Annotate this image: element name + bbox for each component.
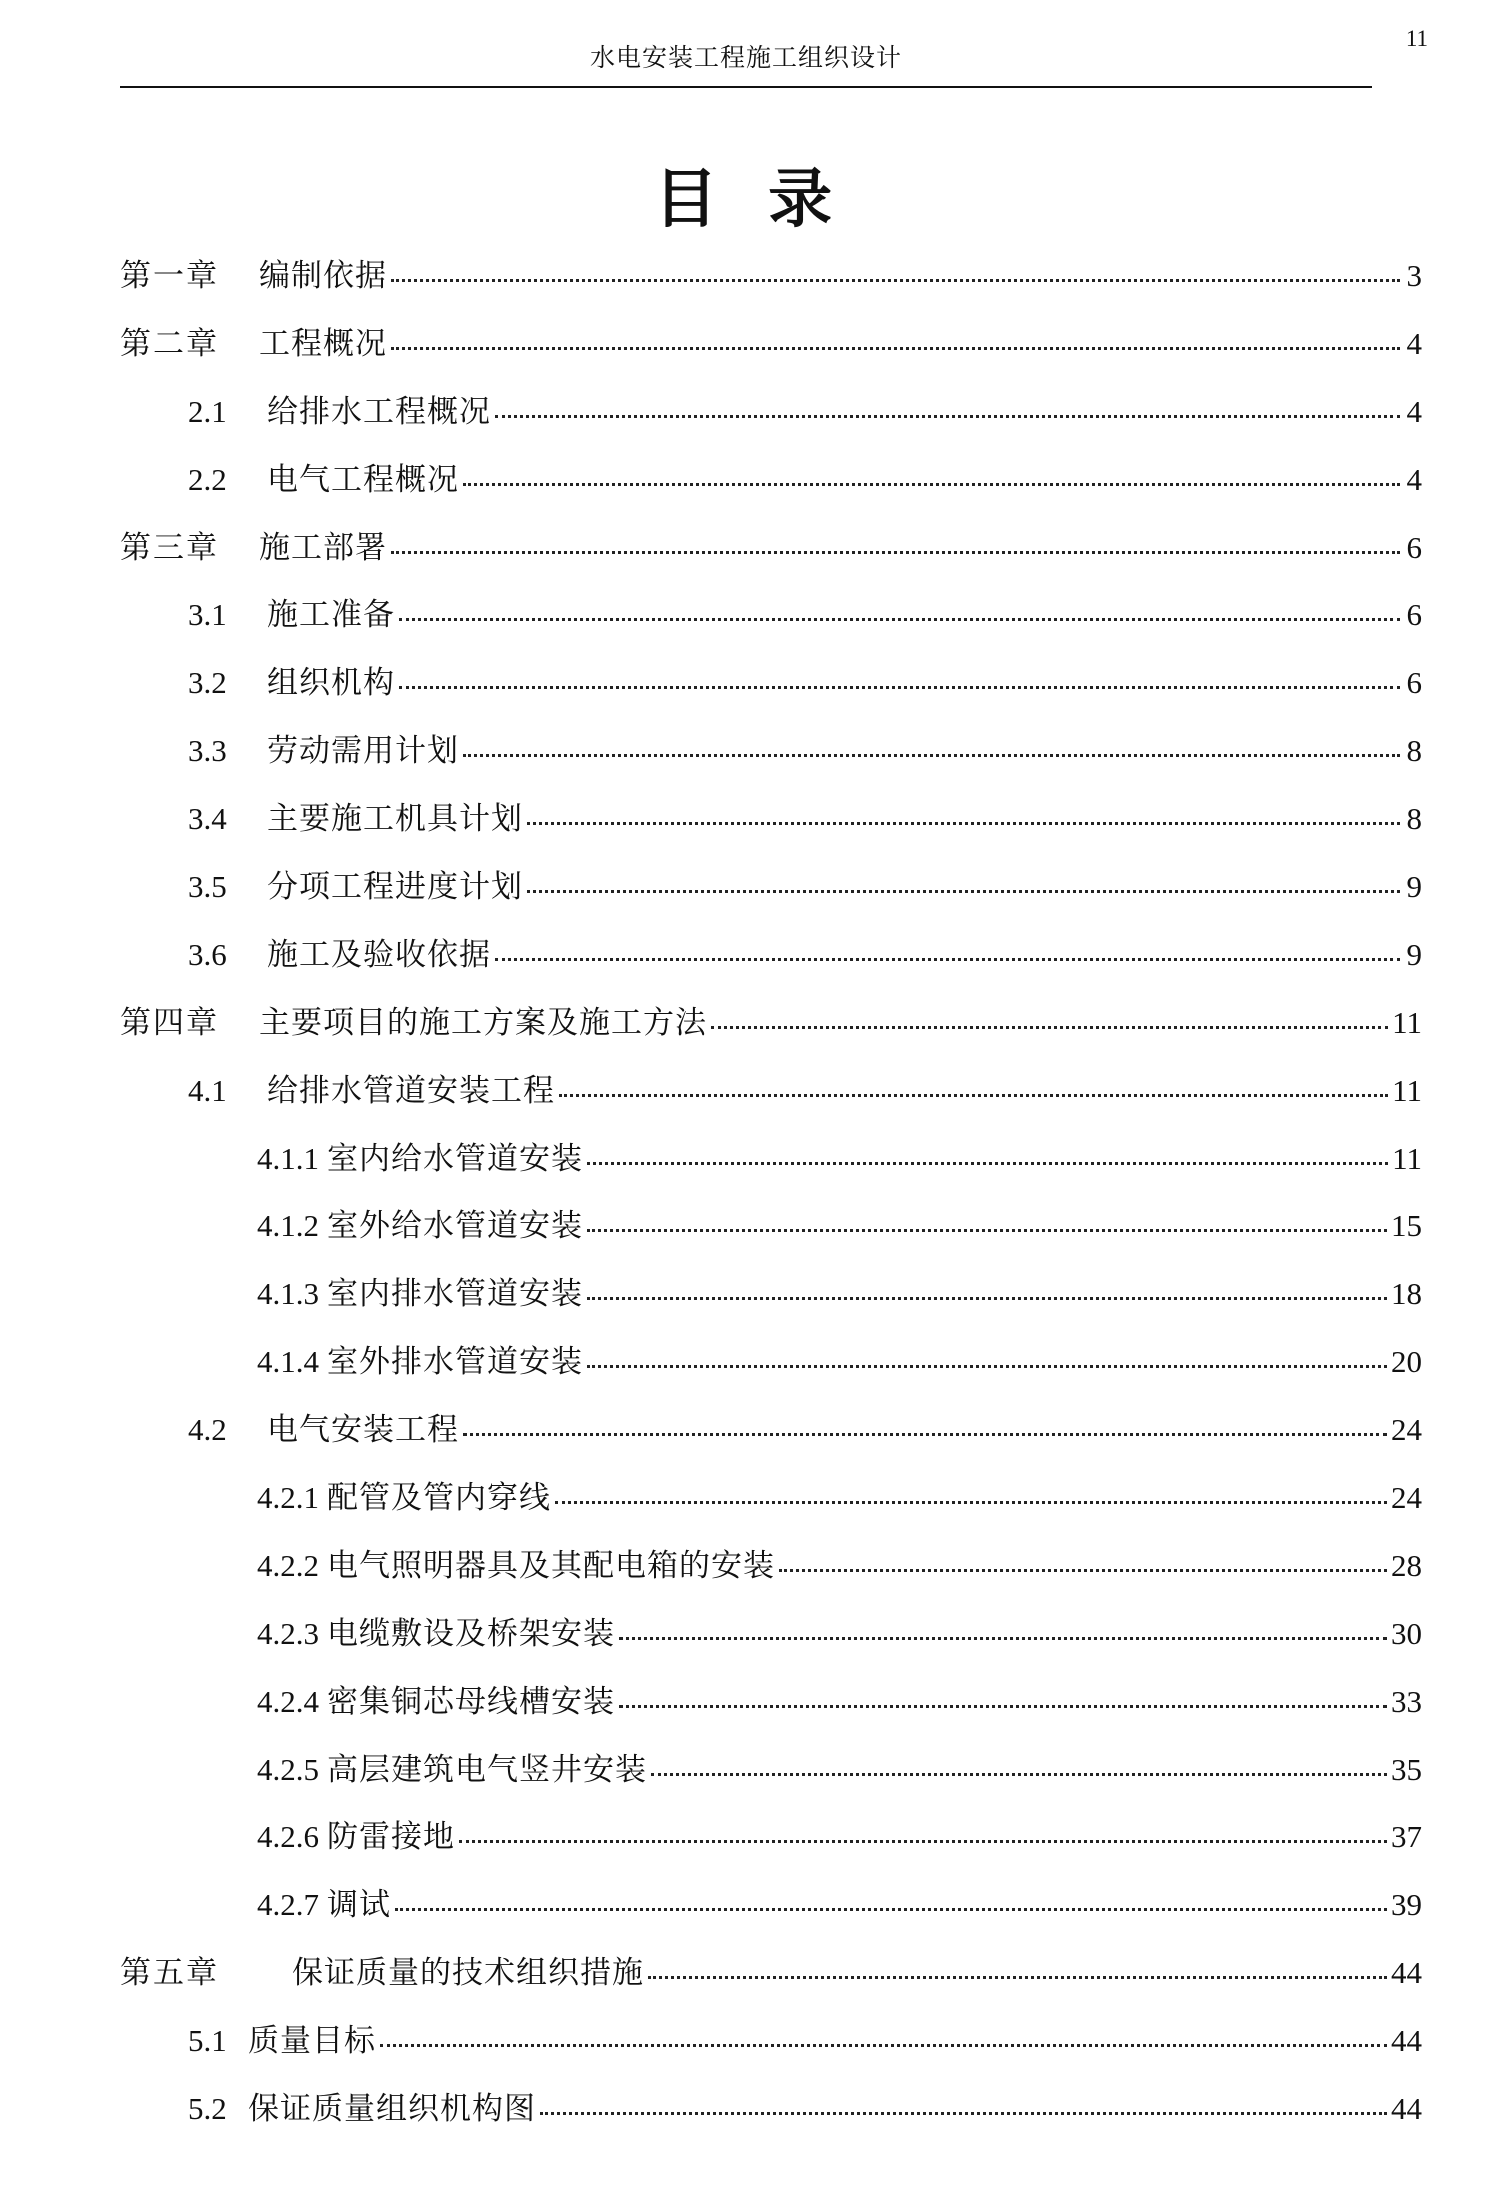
toc-dot-leader [587,1297,1387,1300]
toc-entry-page: 28 [1391,1547,1422,1583]
toc-entry-label: 给排水工程概况 [267,393,491,430]
toc-entry[interactable] [120,929,1422,997]
toc-entry-label: 保证质量组织机构图 [248,2091,536,2128]
toc-entry-page: 35 [1391,1751,1422,1787]
toc-entry-label: 保证质量的技术组织措施 [292,1955,644,1992]
toc-entry-label: 劳动需用计划 [267,733,459,770]
header-title: 水电安装工程施工组织设计 [589,43,902,72]
toc-entry-label: 工程概况 [259,325,387,362]
toc-entry-label: 室内给水管道安装 [327,1140,583,1177]
toc-dot-leader [587,1162,1388,1165]
toc-entry-number: 4.2.2 [257,1547,319,1583]
toc-entry[interactable] [120,454,1422,522]
toc-entry-number: 第三章 [120,529,219,565]
toc-entry-label: 配管及管内穿线 [327,1480,551,1517]
toc-entry-number: 4.2.6 [257,1819,319,1855]
header-divider [120,86,1372,88]
toc-entry-page: 9 [1406,869,1422,905]
toc-entry[interactable] [120,1065,1422,1133]
toc-entry[interactable] [120,1744,1422,1812]
toc-dot-leader [380,2044,1387,2047]
toc-dot-leader [527,890,1400,893]
toc-entry-page: 6 [1406,665,1422,701]
toc-entry-number: 3.6 [188,936,227,972]
toc-entry[interactable] [120,997,1422,1065]
toc-entry-label: 组织机构 [267,665,395,702]
toc-dot-leader [587,1229,1387,1232]
toc-entry-page: 3 [1406,258,1422,293]
toc-dot-leader [463,1433,1387,1436]
toc-dot-leader [587,1365,1387,1368]
toc-dot-leader [399,686,1400,689]
toc-entry-number: 4.2.4 [257,1683,319,1719]
toc-entry-number: 4.2.1 [257,1480,319,1516]
toc-entry-page: 6 [1406,529,1422,565]
toc-entry-label: 电缆敷设及桥架安装 [327,1615,615,1652]
toc-entry[interactable] [120,1472,1422,1540]
toc-entry-label: 调试 [327,1887,391,1924]
toc-entry[interactable] [120,1540,1422,1608]
toc-entry[interactable] [120,250,1422,318]
toc-dot-leader [399,618,1400,621]
toc-entry-page: 44 [1391,2023,1422,2059]
toc-dot-leader [495,415,1400,418]
toc-entry-page: 4 [1406,393,1422,429]
toc-entry[interactable] [120,657,1422,725]
toc-entry-number: 4.2.7 [257,1887,319,1923]
toc-entry[interactable] [120,1608,1422,1676]
toc-entry-number: 3.1 [188,597,227,633]
toc-dot-leader [555,1501,1387,1504]
toc-entry-number: 2.2 [188,461,227,497]
toc-entry-label: 分项工程进度计划 [267,869,523,906]
toc-dot-leader [619,1705,1387,1708]
toc-dot-leader [391,551,1400,554]
toc-entry-number: 4.1.3 [257,1276,319,1312]
toc-entry-number: 4.1.4 [257,1344,319,1380]
toc-entry[interactable] [120,1268,1422,1336]
toc-entry[interactable] [120,1404,1422,1472]
toc-entry-label: 质量目标 [248,2023,376,2060]
toc-entry-label: 高层建筑电气竖井安装 [327,1751,647,1788]
toc-entry-label: 室外给水管道安装 [327,1208,583,1245]
toc-entry-page: 24 [1391,1412,1422,1448]
toc-dot-leader [495,958,1400,961]
toc-entry[interactable] [120,1133,1422,1201]
toc-entry-number: 第一章 [120,258,219,293]
toc-dot-leader [648,1976,1387,1979]
toc-entry-label: 室内排水管道安装 [327,1276,583,1313]
toc-entry-label: 施工部署 [259,529,387,566]
toc-entry-page: 11 [1392,1072,1422,1108]
toc-entry-page: 33 [1391,1683,1422,1719]
toc-entry-page: 20 [1391,1344,1422,1380]
toc-entry-number: 第四章 [120,1004,219,1040]
toc-entry[interactable] [120,793,1422,861]
toc-dot-leader [527,822,1400,825]
toc-entry-page: 39 [1391,1887,1422,1923]
toc-entry-page: 8 [1406,733,1422,769]
toc-entry-page: 30 [1391,1615,1422,1651]
toc-dot-leader [540,2112,1387,2115]
toc-entry-number: 5.2 [188,2091,227,2127]
toc-entry-page: 18 [1391,1276,1422,1312]
toc-entry-label: 室外排水管道安装 [327,1344,583,1381]
toc-entry-number: 5.1 [188,2023,227,2059]
toc-dot-leader [463,754,1400,757]
toc-entry-page: 15 [1391,1208,1422,1244]
toc-dot-leader [619,1637,1387,1640]
toc-entry-label: 电气工程概况 [267,461,459,498]
toc-entry-number: 第二章 [120,325,219,361]
toc-entry-page: 11 [1392,1004,1422,1040]
toc-entry-number: 2.1 [188,393,227,429]
toc-entry-page: 11 [1392,1140,1422,1176]
toc-entry-page: 9 [1406,936,1422,972]
toc-dot-leader [391,279,1400,282]
toc-entry-label: 密集铜芯母线槽安装 [327,1683,615,1720]
toc-dot-leader [391,347,1400,350]
page-header [120,26,1428,88]
toc-entry-number: 3.4 [188,801,227,837]
toc-entry-label: 编制依据 [259,258,387,294]
toc-entry-label: 施工准备 [267,597,395,634]
toc-entry[interactable] [120,2083,1422,2151]
toc-entry-label: 给排水管道安装工程 [267,1072,555,1109]
toc-entry[interactable] [120,386,1422,454]
toc-entry-page: 37 [1391,1819,1422,1855]
toc-entry-number: 3.2 [188,665,227,701]
toc-entry-number: 第五章 [120,1955,219,1991]
toc-entry-label: 防雷接地 [327,1819,455,1856]
toc-dot-leader [651,1773,1387,1776]
toc-entry[interactable] [120,2015,1422,2083]
toc-entry-label: 主要项目的施工方案及施工方法 [259,1004,707,1041]
toc-entry-number: 4.1.1 [257,1140,319,1176]
toc-entry[interactable] [120,1947,1422,2015]
toc-entry[interactable] [120,522,1422,590]
toc-entry-label: 电气照明器具及其配电箱的安装 [327,1547,775,1584]
toc-dot-leader [559,1094,1388,1097]
toc-dot-leader [779,1569,1387,1572]
table-of-contents [120,250,1422,2151]
toc-dot-leader [459,1840,1387,1843]
toc-entry-label: 主要施工机具计划 [267,801,523,838]
toc-entry[interactable] [120,318,1422,386]
toc-entry-page: 8 [1406,801,1422,837]
toc-title: 目 录 [653,162,847,237]
toc-dot-leader [395,1908,1387,1911]
toc-entry[interactable] [120,861,1422,929]
toc-entry-number: 4.2 [188,1412,227,1448]
toc-dot-leader [711,1026,1388,1029]
toc-entry-number: 3.3 [188,733,227,769]
toc-entry-number: 3.5 [188,869,227,905]
toc-entry-page: 44 [1391,1955,1422,1991]
toc-entry-page: 4 [1406,325,1422,361]
toc-entry[interactable] [120,589,1422,657]
toc-entry-page: 44 [1391,2091,1422,2127]
toc-entry-page: 24 [1391,1480,1422,1516]
toc-entry[interactable] [120,1336,1422,1404]
toc-entry-number: 4.2.5 [257,1751,319,1787]
toc-entry[interactable] [120,1676,1422,1744]
toc-entry-number: 4.2.3 [257,1615,319,1651]
toc-entry-number: 4.1 [188,1072,227,1108]
toc-entry-label: 电气安装工程 [267,1412,459,1449]
toc-entry-number: 4.1.2 [257,1208,319,1244]
toc-entry[interactable] [120,1200,1422,1268]
toc-entry[interactable] [120,725,1422,793]
header-page-number: 11 [1405,26,1428,51]
toc-entry[interactable] [120,1879,1422,1947]
toc-dot-leader [463,483,1400,486]
toc-entry-page: 4 [1406,461,1422,497]
toc-entry-label: 施工及验收依据 [267,936,491,973]
toc-entry[interactable] [120,1811,1422,1879]
toc-entry-page: 6 [1406,597,1422,633]
